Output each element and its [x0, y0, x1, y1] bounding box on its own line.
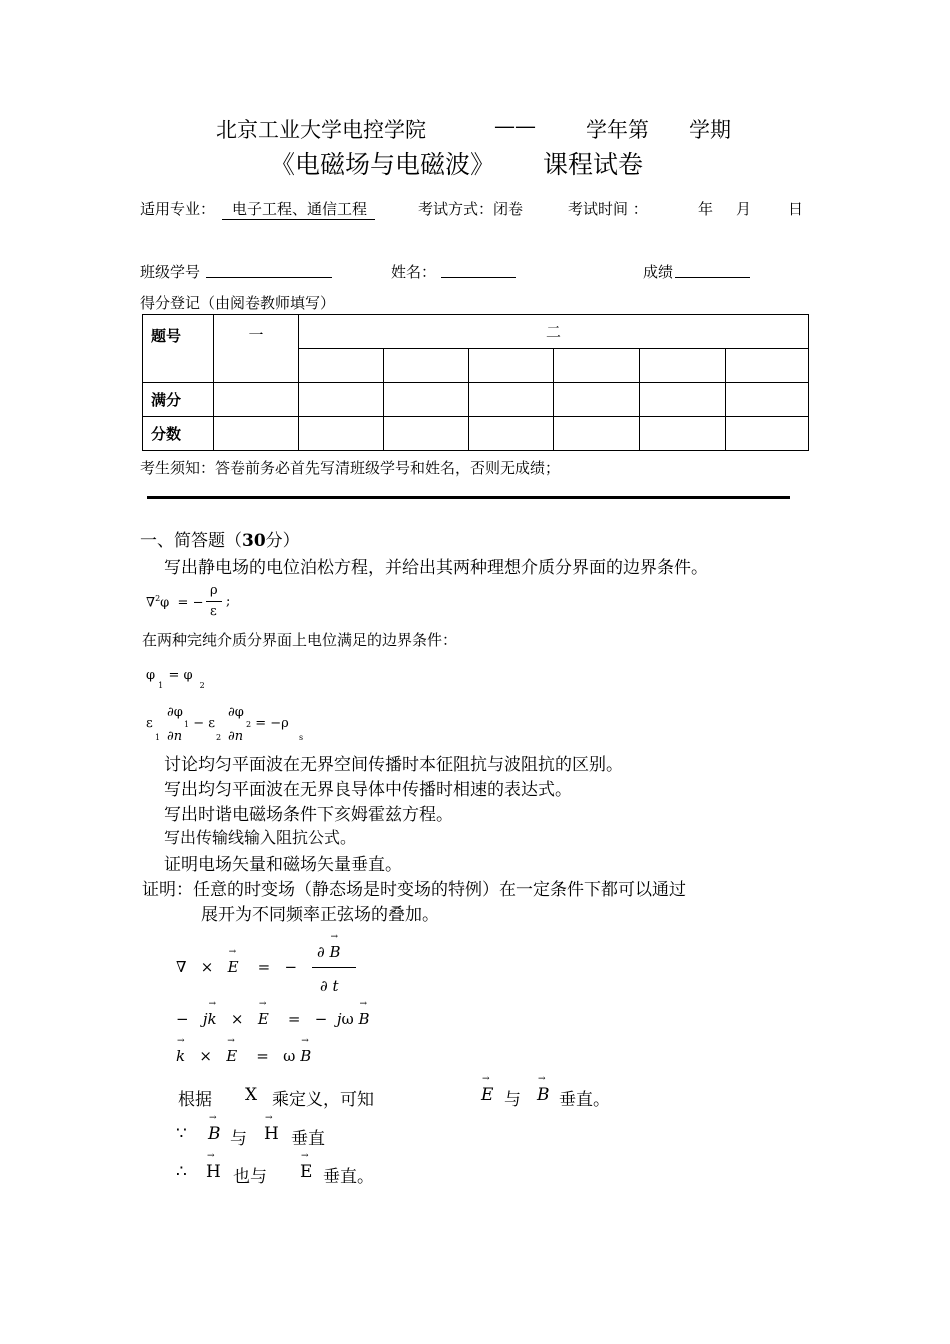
table-cell[interactable]	[384, 417, 469, 451]
by-definition-label: 根据	[178, 1090, 212, 1110]
subscript-s: s	[299, 733, 304, 742]
perpendicular-text-2: 垂直	[291, 1129, 325, 1149]
table-cell[interactable]	[299, 383, 384, 417]
by-definition-suffix: 乘定义，可知	[272, 1090, 374, 1110]
table-cell[interactable]	[384, 383, 469, 417]
score-table	[142, 314, 809, 451]
rho-numerator: ρ	[210, 583, 218, 598]
minus-epsilon: 1 − ε	[184, 716, 215, 731]
year-label: 学年第	[586, 118, 649, 142]
subscript: 2	[216, 733, 222, 742]
divider	[147, 496, 790, 499]
e-vector: → E	[481, 1085, 493, 1105]
name-field[interactable]	[441, 277, 516, 278]
question-3: 写出均匀平面波在无界良导体中传播时相速的表达式。	[164, 780, 572, 800]
table-cell	[384, 349, 469, 383]
perpendicular-text-3: 垂直。	[323, 1167, 374, 1187]
proof-line-1: 证明：任意的时变场（静态场是时变场的特例）在一定条件下都可以通过	[142, 880, 686, 900]
k-cross-e-equation: → k × → E = ω → B	[176, 1047, 311, 1065]
table-cell[interactable]	[726, 383, 809, 417]
fraction-bar	[206, 601, 222, 602]
table-cell[interactable]	[640, 417, 726, 451]
score-label: 成绩	[643, 263, 674, 281]
partial-b: ∂ → B	[317, 943, 341, 961]
table-cell	[726, 349, 809, 383]
table-cell[interactable]	[299, 417, 384, 451]
question-6: 证明电场矢量和磁场矢量垂直。	[164, 855, 402, 875]
score-row-header: 分数	[143, 417, 214, 451]
poisson-equation: ∇$^2$φ = −	[146, 594, 204, 611]
question-number-header: 题号	[143, 315, 214, 383]
partial-n-1: ∂n	[167, 729, 183, 744]
with-text-2: 与	[230, 1129, 247, 1149]
question-4: 写出时谐电磁场条件下亥姆霍兹方程。	[164, 805, 453, 825]
table-cell[interactable]	[640, 383, 726, 417]
year-dash: ——	[494, 114, 536, 138]
table-cell	[299, 349, 384, 383]
partial-phi-2: ∂φ	[228, 705, 244, 720]
exam-time-label: 考试时间 ：	[568, 200, 648, 218]
col-one-header: 一	[214, 315, 299, 383]
major-value: 电子工程、通信工程	[222, 198, 375, 220]
b-vector-2: → B	[208, 1124, 221, 1144]
e-vector-2: → E	[300, 1162, 312, 1182]
course-title: 《电磁场与电磁波》	[270, 150, 496, 179]
table-cell[interactable]	[469, 383, 554, 417]
exam-year: 年	[698, 200, 714, 218]
table-cell[interactable]	[726, 417, 809, 451]
class-id-field[interactable]	[206, 277, 332, 278]
paper-title: 课程试卷	[543, 150, 644, 179]
exam-notice: 考生须知：答卷前务必首先写清班级学号和姓名，否则无成绩；	[140, 459, 561, 477]
boundary-eq-1: $\varphi_1 = \varphi_2$	[146, 668, 205, 690]
class-id-label: 班级学号	[140, 263, 201, 281]
perpendicular-text: 垂直。	[559, 1090, 610, 1110]
proof-line-2: 展开为不同频率正弦场的叠加。	[201, 905, 439, 925]
exam-mode: 考试方式：闭卷	[418, 200, 524, 218]
epsilon-denominator: ε	[210, 604, 217, 619]
table-cell[interactable]	[469, 417, 554, 451]
table-cell[interactable]	[214, 383, 299, 417]
boundary-note: 在两种完纯介质分界面上电位满足的边界条件：	[142, 631, 458, 649]
phasor-equation: − j→ k × → E = − jω → B	[176, 1010, 370, 1028]
with-text: 与	[504, 1090, 521, 1110]
h-vector-2: → H	[206, 1162, 221, 1182]
col-two-header: 二	[299, 315, 809, 349]
full-score-header: 满分	[143, 383, 214, 417]
term-label: 学期	[689, 118, 731, 142]
also-with-text: 也与	[233, 1167, 267, 1187]
b-vector: → B	[537, 1085, 550, 1105]
h-vector: → H	[264, 1124, 279, 1144]
school-title: 北京工业大学电控学院	[216, 118, 426, 142]
subscript: 1	[155, 733, 161, 742]
table-cell	[554, 349, 640, 383]
table-cell	[640, 349, 726, 383]
score-table-caption: 得分登记（由阅卷教师填写）	[140, 294, 336, 312]
question-5: 写出传输线输入阻抗公式。	[164, 828, 357, 847]
cross-symbol: X	[245, 1085, 258, 1105]
partial-n-2: ∂n	[228, 729, 244, 744]
major-label: 适用专业：	[140, 200, 216, 218]
section-title: 一、简答题（30分）	[140, 531, 300, 551]
partial-t: ∂ t	[320, 977, 339, 995]
question-2: 讨论均匀平面波在无界空间传播时本征阻抗与波阻抗的区别。	[164, 755, 623, 775]
table-cell[interactable]	[554, 383, 640, 417]
table-cell[interactable]	[554, 417, 640, 451]
boundary-eq-2: ε	[146, 716, 153, 731]
exam-day: 日	[788, 200, 804, 218]
question-1: 写出静电场的电位泊松方程，并给出其两种理想介质分界面的边界条件。	[164, 558, 708, 578]
partial-phi-1: ∂φ	[167, 705, 183, 720]
table-cell	[469, 349, 554, 383]
score-field[interactable]	[675, 277, 750, 278]
fraction-bar	[312, 967, 356, 968]
therefore-symbol: ∴	[176, 1162, 187, 1182]
table-cell[interactable]	[214, 417, 299, 451]
equals-rho-s: 2 = −ρ	[246, 716, 289, 731]
exam-month: 月	[736, 200, 752, 218]
semicolon: ;	[226, 594, 231, 609]
name-label: 姓名：	[391, 263, 437, 281]
curl-equation: ∇ × → E = −	[176, 958, 297, 976]
because-symbol: ∵	[176, 1124, 187, 1144]
